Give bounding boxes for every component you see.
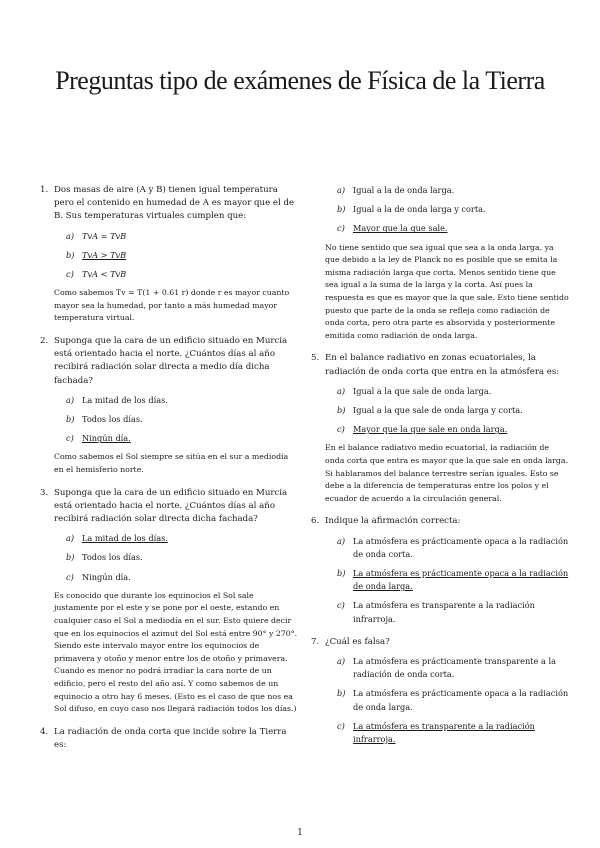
question-text: ¿Cuál es falsa? <box>325 636 390 647</box>
question-text: La radiación de onda corta que incide sobre la Tierra es: <box>54 726 287 750</box>
question-5 <box>311 352 569 505</box>
question-text: Dos masas de aire (A y B) tienen igual temperatura pero el contenido en humedad de A es mayor que el de B. Sus temperaturas virtuales cumplen que: <box>54 185 295 222</box>
left-column <box>40 184 298 762</box>
question-4-continued <box>311 184 569 342</box>
option-b: b) Todos los días. <box>66 414 143 425</box>
question-number: 7. <box>311 636 320 647</box>
options <box>337 655 569 746</box>
question-number: 2. <box>40 336 49 346</box>
question-text: Suponga que la cara de un edificio situado en Murcia está orientado hacia el norte. ¿Cuántos días al año recibirá radiación solar directa dicha fachada? <box>54 487 288 525</box>
question-1 <box>40 184 298 325</box>
option-b: b) La atmósfera es prácticamente opaca a la radiación de onda larga. <box>337 567 569 592</box>
options <box>66 230 298 282</box>
options <box>66 394 298 446</box>
option-a: a) La atmósfera es prácticamente opaca a la radiación de onda corta. <box>337 535 569 559</box>
option-b: b) Todos los días. <box>66 552 143 563</box>
option-c: c) Ningún día. <box>66 433 131 444</box>
option-a: a) La mitad de los días. <box>66 394 168 405</box>
answer-text: Es conocido que durante los equinocios el Sol sale justamente por el este y se pone por el oeste, estando en cualquier caso el Sol a mediodía en el sur. Esto quiere decir que en los equinocios el azimut del Sol está entre 90° y 270°. Siendo este intervalo mayor entre los equinocios de primavera y otoño y menor entre los de otoño y primavera. Cuando es menor no podrá irradiar la cara norte de un edificio, pero el resto del año así. Y como sabemos de un equinocio a otro hay 6 meses. (Esto es el caso de que nos ea Sol difuso, en cuyo caso nos llegará radiación todos los días.) <box>54 590 298 714</box>
option-a: a) Igual a la que sale de onda larga. <box>337 385 492 396</box>
question-text: Indique la afirmación correcta: <box>325 516 461 527</box>
options <box>337 535 569 626</box>
question-text: En el balance radiativo en zonas ecuatoriales, la radiación de onda corta que entra en la atmósfera es: <box>325 353 560 377</box>
option-c: c) La atmósfera es transparente a la radiación infrarroja. <box>337 600 535 624</box>
answer-text: En el balance radiativo medio ecuatorial, la radiación de onda corta que entra es mayor que la que sale en onda larga. Si hablaramos del balance terrestre serían iguales. Esto se debe a la diferencia de temperaturas entre los polos y el ecuador de acuerdo a la circulación general. <box>325 443 569 503</box>
options <box>66 532 298 584</box>
answer-text: Como sabemos Tv = T(1 + 0.61 r) donde r es mayor cuanto mayor sea la humedad, por tanto a más humedad mayor temperatura virtual. <box>54 288 290 323</box>
option-c: c) La atmósfera es transparente a la radiación infrarroja. <box>337 720 535 744</box>
question-6 <box>311 515 569 625</box>
option-a: a) TvA = TvB <box>66 230 127 241</box>
option-c: c) TvA < TvB <box>66 269 127 280</box>
option-a: a) Igual a la de onda larga. <box>337 185 455 195</box>
question-number: 1. <box>40 185 49 195</box>
option-c: c) Mayor que la que sale. <box>337 223 448 234</box>
page-number: 1 <box>297 828 303 838</box>
question-7 <box>311 636 569 746</box>
question-4 <box>40 726 298 752</box>
option-a: a) La atmósfera es prácticamente transparente a la radiación de onda corta. <box>337 655 556 680</box>
option-b: b) TvA > TvB <box>66 249 127 260</box>
question-number: 3. <box>40 487 49 498</box>
right-column <box>311 184 569 756</box>
option-b: b) Igual a la de onda larga y corta. <box>337 204 486 215</box>
option-b: b) Igual a la que sale de onda larga y corta. <box>337 404 523 415</box>
option-b: b) La atmósfera es prácticamente opaca a la radiación de onda larga. <box>337 688 569 712</box>
answer-text: Como sabemos el Sol siempre se sitúa en el sur a mediodía en el hemisferio norte. <box>54 452 289 475</box>
question-text: Suponga que la cara de un edificio situado en Murcia está orientado hacia el norte. ¿Cuántos días al año recibirá radiación solar directa a medio día dicha fachada? <box>54 336 288 386</box>
option-c: c) Mayor que la que sale en onda larga. <box>337 424 508 435</box>
answer-text: No tiene sentido que sea igual que sea a la onda larga, ya que debido a la ley de Planck no es posible que se emita la misma radiación larga que corta. Menos sentido tiene que sea igual a la suma de la larga y la corta. Así pues la respuesta es que es mayor que la que sale. Esto tiene sentido puesto que parte de la onda se refleja como radiación de onda corta, pero otra parte es absorvida y posteriormente emitida como radiación de onda larga. <box>325 242 569 340</box>
question-number: 6. <box>311 516 320 527</box>
question-3 <box>40 487 298 716</box>
option-a: a) La mitad de los días. <box>66 533 168 544</box>
page-title: Preguntas tipo de exámenes de Física de la Tierra <box>55 66 545 95</box>
options <box>337 184 569 236</box>
question-number: 4. <box>40 726 49 737</box>
option-c: c) Ningún día. <box>66 571 131 582</box>
question-2 <box>40 335 298 477</box>
options <box>337 385 569 437</box>
question-number: 5. <box>311 353 320 364</box>
